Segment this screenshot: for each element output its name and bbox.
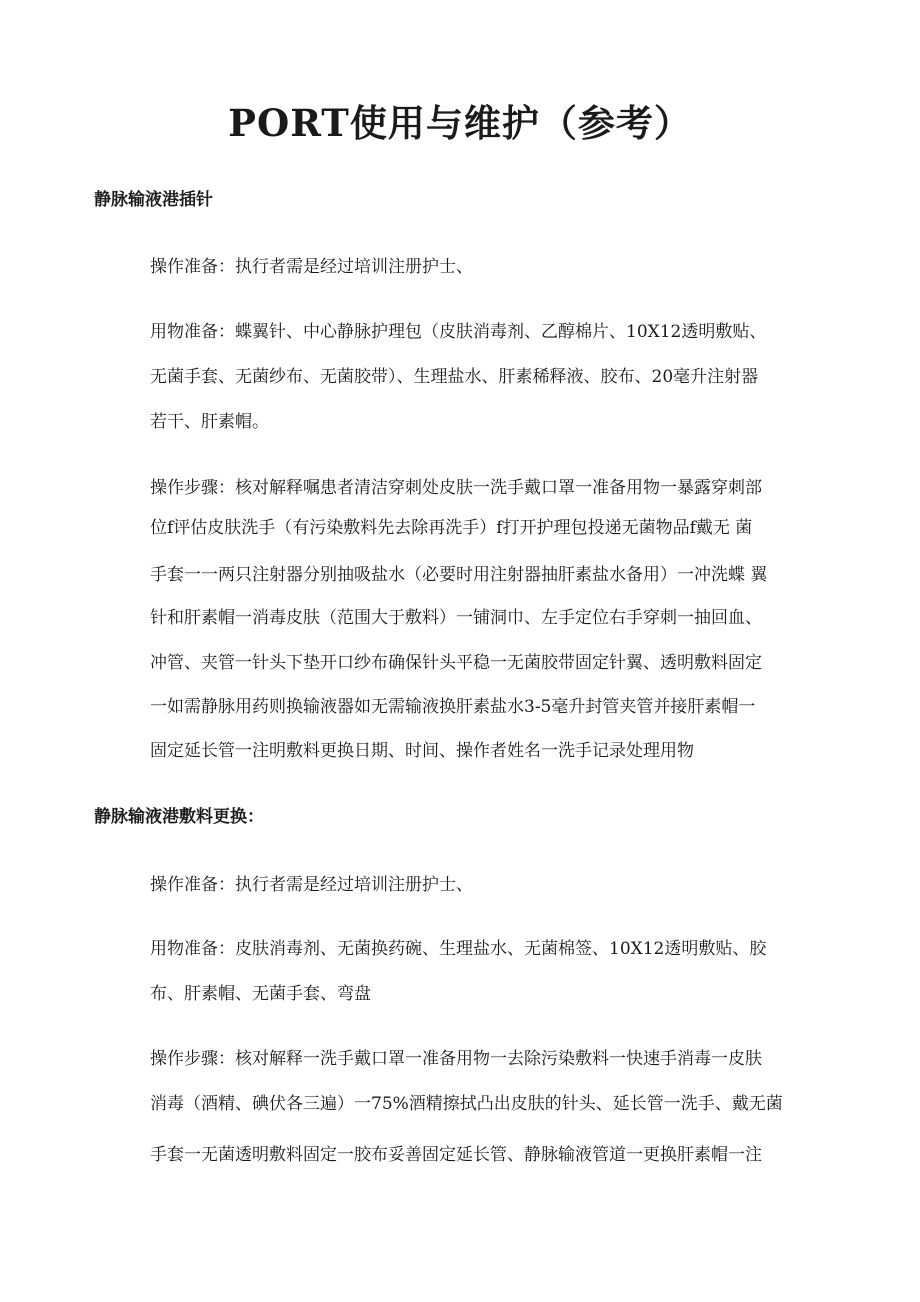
supplies-line: 布、肝素帽、无菌手套、弯盘 — [150, 984, 371, 1004]
steps-line: 消毒（酒精、碘伏各三遍）一75%酒精擦拭凸出皮肤的针头、延长管一洗手、戴无菌 — [150, 1094, 783, 1114]
section-heading: 静脉输液港插针 — [94, 190, 213, 210]
operation-prep: 操作准备：执行者需是经过培训注册护士、 — [150, 257, 473, 277]
operation-prep: 操作准备：执行者需是经过培训注册护士、 — [150, 875, 473, 895]
document-title: PORT使用与维护（参考） — [228, 101, 692, 145]
supplies-line: 用物准备：皮肤消毒剂、无菌换药碗、生理盐水、无菌棉签、10X12透明敷贴、胶 — [150, 939, 767, 959]
steps-line: 操作步骤：核对解释一洗手戴口罩一准备用物一去除污染敷料一快速手消毒一皮肤 — [150, 1049, 762, 1069]
steps-line: 手套一一两只注射器分别抽吸盐水（必要时用注射器抽肝素盐水备用）一冲洗蝶 翼 — [150, 565, 768, 585]
steps-line: 固定延长管一注明敷料更换日期、时间、操作者姓名一洗手记录处理用物 — [150, 741, 694, 761]
supplies-line: 用物准备：蝶翼针、中心静脉护理包（皮肤消毒剂、乙醇棉片、10X12透明敷贴、 — [150, 322, 767, 342]
steps-line: 操作步骤：核对解释嘱患者清洁穿刺处皮肤一洗手戴口罩一准备用物一暴露穿刺部 — [150, 478, 762, 498]
steps-line: 手套一无菌透明敷料固定一胶布妥善固定延长管、静脉输液管道一更换肝素帽一注 — [150, 1145, 762, 1165]
supplies-line: 若干、肝素帽。 — [150, 412, 269, 432]
supplies-line: 无菌手套、无菌纱布、无菌胶带）、生理盐水、肝素稀释液、胶布、20毫升注射器 — [150, 367, 759, 387]
section-heading: 静脉输液港敷料更换： — [94, 807, 264, 827]
steps-line: 针和肝素帽一消毒皮肤（范围大于敷料）一铺洞巾、左手定位右手穿刺一抽回血、 — [150, 608, 762, 628]
steps-line: 一如需静脉用药则换输液器如无需输液换肝素盐水3-5毫升封管夹管并接肝素帽一 — [150, 697, 756, 717]
steps-line: 冲管、夹管一针头下垫开口纱布确保针头平稳一无菌胶带固定针翼、透明敷料固定 — [150, 653, 762, 673]
steps-line: 位f评估皮肤洗手（有污染敷料先去除再洗手）f打开护理包投递无菌物品f戴无 菌 — [150, 518, 753, 538]
